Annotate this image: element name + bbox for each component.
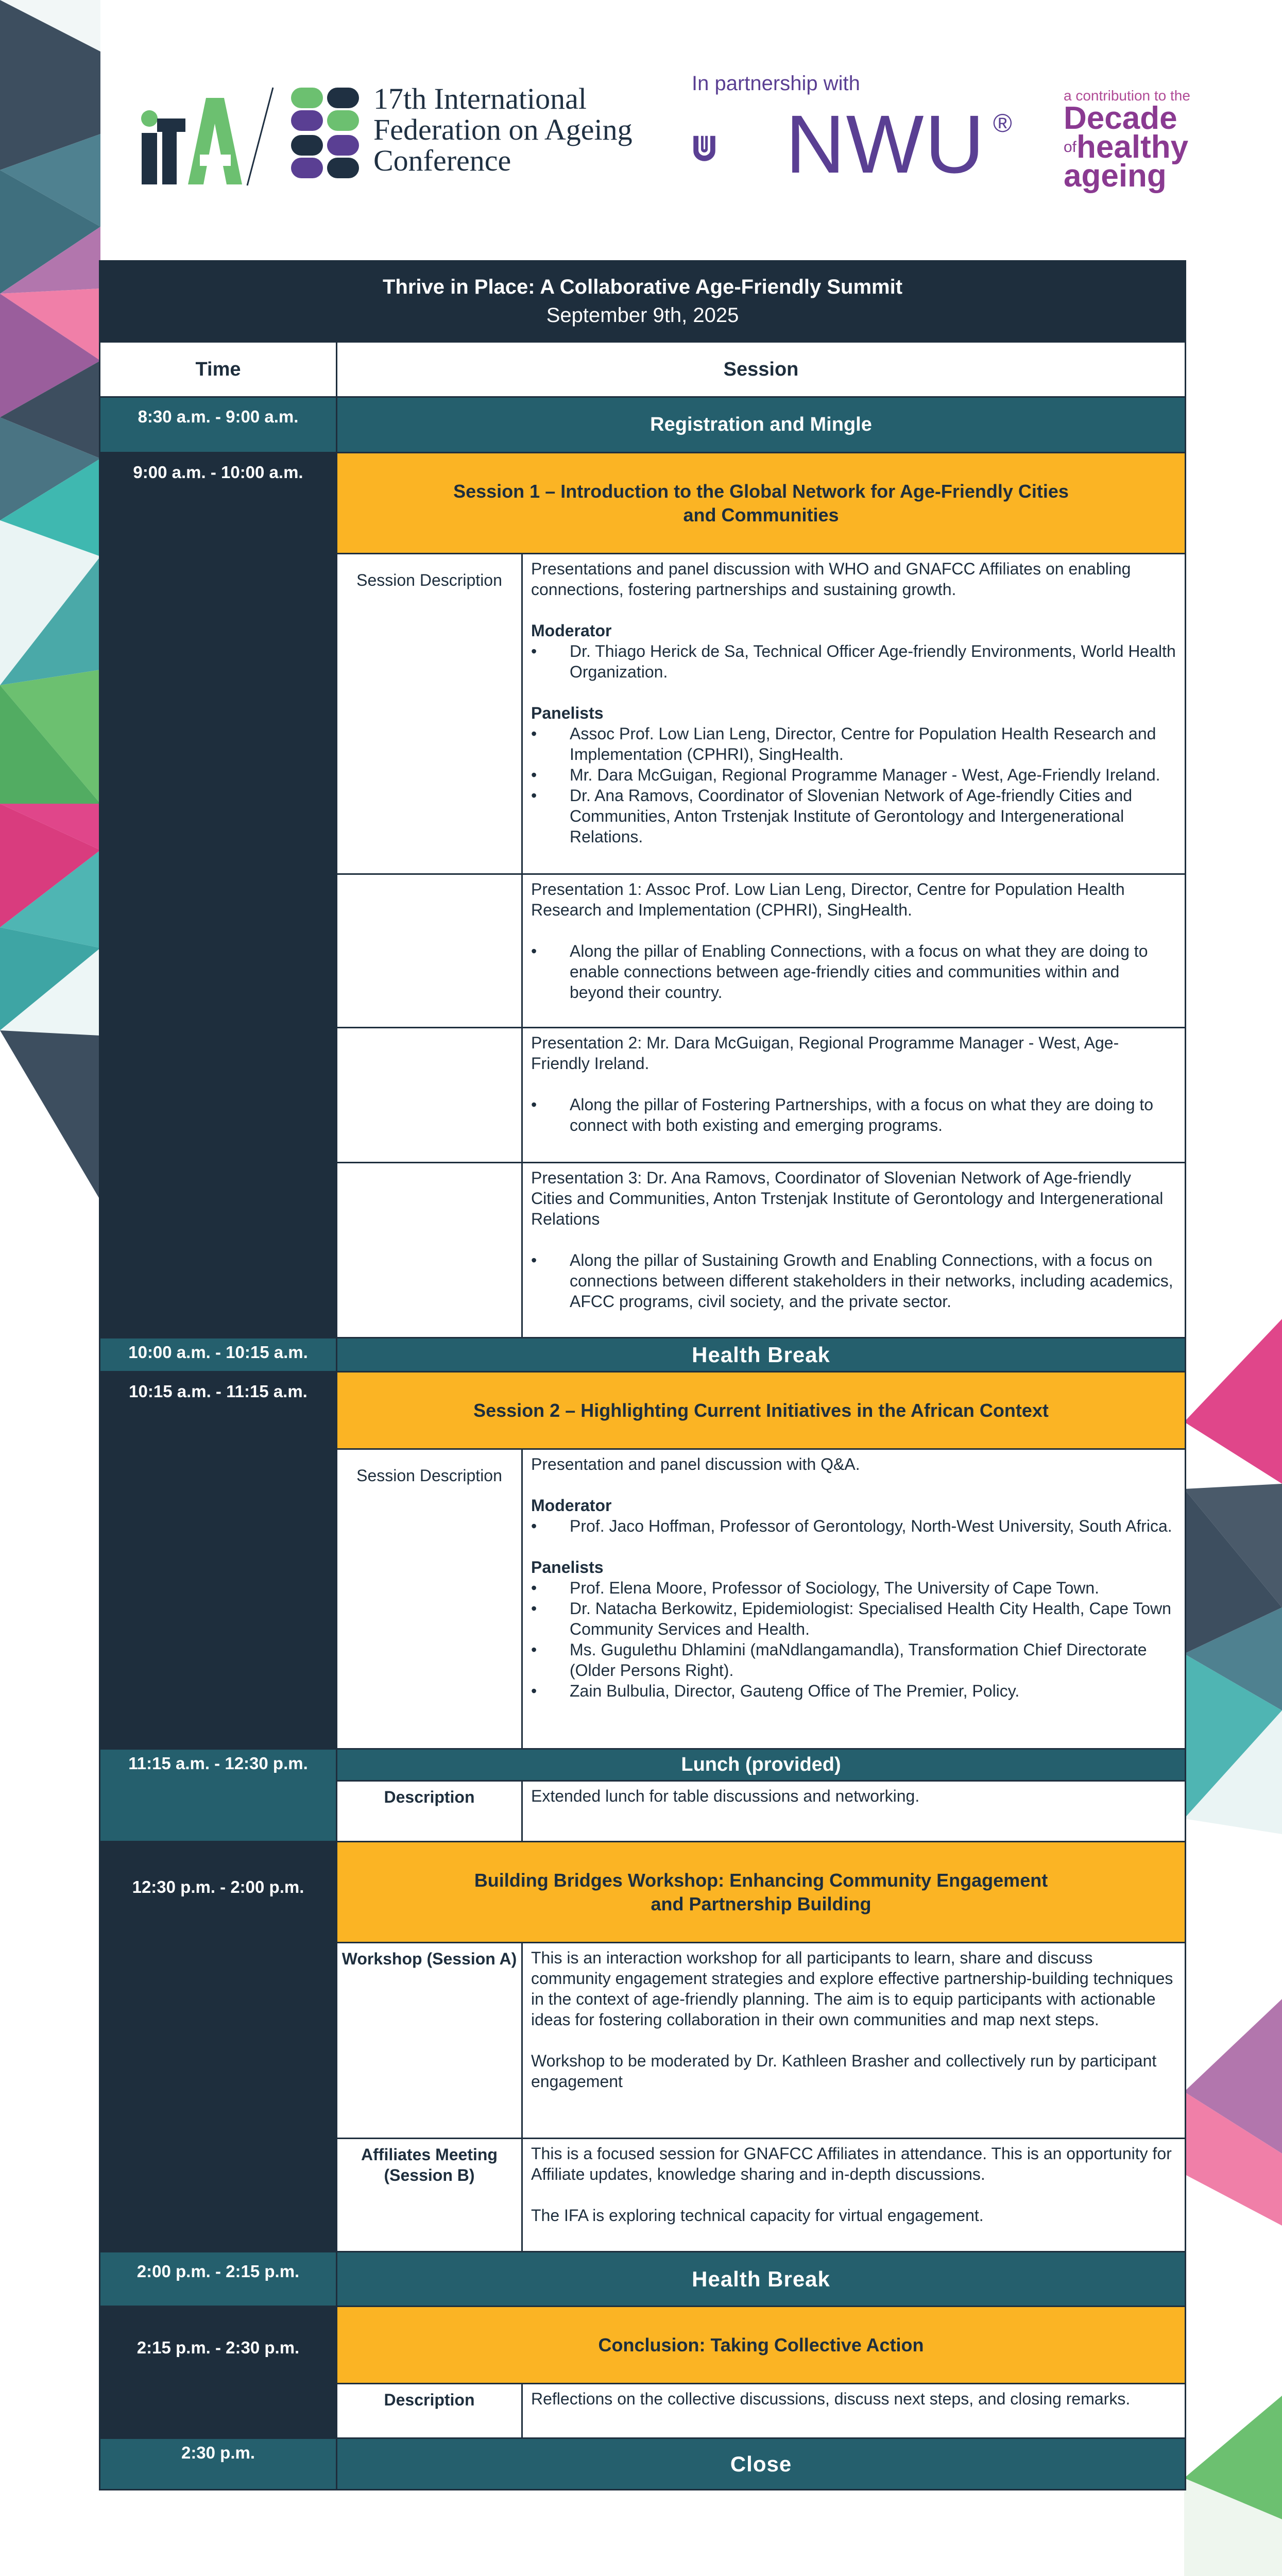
session2-title: Session 2 – Highlighting Current Initiatives in the African Context xyxy=(337,1372,1186,1449)
conclusion-title: Conclusion: Taking Collective Action xyxy=(337,2307,1186,2384)
panelist-item: • Dr. Ana Ramovs, Coordinator of Slovenian Network of Age-friendly Cities and Communities, Anton Trstenjak Institute of Gerontology and Intergenerational Relations. xyxy=(531,785,1176,847)
time-cell: 10:15 a.m. - 11:15 a.m. xyxy=(100,1372,337,1749)
schedule-title: Thrive in Place: A Collaborative Age-Friendly Summit xyxy=(382,276,903,298)
panelists-list xyxy=(531,723,1176,847)
registered-mark: ® xyxy=(993,109,1012,138)
workshop-session-a-description xyxy=(522,1943,1186,2139)
conference-title-line: Federation on Ageing xyxy=(373,113,633,146)
moderator-list xyxy=(531,1516,1176,1536)
schedule-title-cell xyxy=(100,261,1186,342)
workshop-title-line: Building Bridges Workshop: Enhancing Community Engagement xyxy=(474,1869,1048,1891)
decade-line-3: ageing xyxy=(1064,158,1167,194)
decorative-right-triangles xyxy=(1184,1319,1282,2576)
decade-line-1: Decade xyxy=(1064,100,1177,136)
presentation-3 xyxy=(522,1163,1186,1338)
schedule-row-lunch xyxy=(100,1749,1186,1781)
session1-intro: Presentations and panel discussion with WHO and GNAFCC Affiliates on enabling connections, fostering partnerships and sustaining growth. xyxy=(531,560,1131,599)
presentation-bullet: • Along the pillar of Enabling Connections, with a focus on what they are doing to enable connections between age-friendly cities and communities within and beyond their country. xyxy=(531,941,1176,1003)
schedule-title-row xyxy=(100,261,1186,342)
logo-divider xyxy=(245,85,276,188)
col-session-header: Session xyxy=(337,342,1186,397)
label-line: Session xyxy=(356,1466,415,1485)
session2-intro: Presentation and panel discussion with Q&A. xyxy=(531,1455,860,1473)
session1-description xyxy=(522,554,1186,874)
health-break-label: Health Break xyxy=(337,1338,1186,1372)
description-label: Description xyxy=(337,1781,522,1842)
time-cell: 9:00 a.m. - 10:00 a.m. xyxy=(100,453,337,1338)
workshop-title xyxy=(337,1842,1186,1943)
decade-healthy-ageing-logo xyxy=(1064,88,1190,194)
time-cell: 2:15 p.m. - 2:30 p.m. xyxy=(100,2307,337,2438)
panelist-item: • Zain Bulbulia, Director, Gauteng Office of The Premier, Policy. xyxy=(531,1681,1176,1701)
workshop-session-a-label xyxy=(337,1943,522,2139)
affiliates-meeting-label xyxy=(337,2139,522,2252)
time-cell: 12:30 p.m. - 2:00 p.m. xyxy=(100,1842,337,2252)
panelist-item: • Mr. Dara McGuigan, Regional Programme Manager - West, Age-Friendly Ireland. xyxy=(531,765,1176,785)
session1-title-row xyxy=(100,453,1186,554)
decade-small-text: a contribution to the xyxy=(1064,88,1190,104)
session1-title-line: and Communities xyxy=(683,504,839,526)
close-label: Close xyxy=(337,2438,1186,2490)
session1-title-line: Session 1 – Introduction to the Global Network for Age-Friendly Cities xyxy=(453,480,1069,502)
time-cell: 2:00 p.m. - 2:15 p.m. xyxy=(100,2252,337,2307)
conference-title-line: 17th International xyxy=(373,82,587,115)
panelists-heading: Panelists xyxy=(531,1558,604,1577)
nwu-emblem-icon xyxy=(692,103,779,191)
moderator-heading: Moderator xyxy=(531,1496,612,1515)
session1-title xyxy=(337,453,1186,554)
presentation-heading: Presentation 2: Mr. Dara McGuigan, Regional Programme Manager - West, Age-Friendly Ireland. xyxy=(531,1033,1119,1073)
paragraph: Workshop to be moderated by Dr. Kathleen Brasher and collectively run by participant engagement xyxy=(531,2052,1157,2091)
schedule-row-health-break xyxy=(100,2252,1186,2307)
time-cell: 10:00 a.m. - 10:15 a.m. xyxy=(100,1338,337,1372)
session2-description xyxy=(522,1449,1186,1749)
presentation-2 xyxy=(522,1028,1186,1163)
paragraph: This is a focused session for GNAFCC Affiliates in attendance. This is an opportunity for Affiliate updates, knowledge sharing and in-depth discussions. xyxy=(531,2144,1172,2183)
partner-label: In partnership with xyxy=(692,72,860,95)
conference-title xyxy=(373,83,633,176)
session-description-label xyxy=(337,1449,522,1749)
label-line: Description xyxy=(419,571,502,589)
session2-title-row xyxy=(100,1372,1186,1449)
description-label: Description xyxy=(337,2384,522,2438)
moderator-list xyxy=(531,641,1176,682)
panelists-list xyxy=(531,1578,1176,1701)
session-description-label xyxy=(337,554,522,874)
decade-line-2: healthy xyxy=(1076,129,1189,165)
label-line: (Session A) xyxy=(426,1950,517,1968)
schedule-row-registration xyxy=(100,397,1186,453)
empty-label-cell xyxy=(337,1028,522,1163)
registration-label: Registration and Mingle xyxy=(337,397,1186,453)
panelist-item: • Prof. Elena Moore, Professor of Sociology, The University of Cape Town. xyxy=(531,1578,1176,1598)
schedule-row-health-break xyxy=(100,1338,1186,1372)
moderator-item: • Dr. Thiago Herick de Sa, Technical Officer Age-friendly Environments, World Health Organization. xyxy=(531,641,1176,682)
schedule-row-close xyxy=(100,2438,1186,2490)
moderator-item: • Prof. Jaco Hoffman, Professor of Gerontology, North-West University, South Africa. xyxy=(531,1516,1176,1536)
conference-title-line: Conference xyxy=(373,144,511,177)
label-line: Session xyxy=(356,571,415,589)
panelist-item: • Dr. Natacha Berkowitz, Epidemiologist: Specialised Health City Health, Cape Town Community Services and Health. xyxy=(531,1598,1176,1639)
label-line: Workshop xyxy=(341,1950,422,1968)
workshop-title-row xyxy=(100,1842,1186,1943)
presentation-heading: Presentation 1: Assoc Prof. Low Lian Leng, Director, Centre for Population Health Research and Implementation (CPHRI), SingHealth. xyxy=(531,880,1125,919)
lunch-label: Lunch (provided) xyxy=(337,1749,1186,1781)
schedule-date: September 9th, 2025 xyxy=(546,304,739,327)
presentation-1 xyxy=(522,874,1186,1028)
presentation-bullet: • Along the pillar of Sustaining Growth and Enabling Connections, with a focus on connections between different stakeholders in their networks, including academics, AFCC programs, civil society, and the private sector. xyxy=(531,1250,1176,1312)
panelist-item: • Ms. Gugulethu Dhlamini (maNdlangamandla), Transformation Chief Directorate (Older Persons Right). xyxy=(531,1639,1176,1681)
panelist-item: • Assoc Prof. Low Lian Leng, Director, Centre for Population Health Research and Implementation (CPHRI), SingHealth. xyxy=(531,723,1176,765)
health-break-label: Health Break xyxy=(337,2252,1186,2307)
presentation-heading: Presentation 3: Dr. Ana Ramovs, Coordinator of Slovenian Network of Age-friendly Cities and Communities, Anton Trstenjak Institute of Gerontology and Intergenerational Relations xyxy=(531,1168,1164,1228)
time-cell: 2:30 p.m. xyxy=(100,2438,337,2490)
decorative-left-triangles xyxy=(0,0,100,1200)
logo-2025 xyxy=(291,88,363,180)
col-time-header: Time xyxy=(100,342,337,397)
label-line: (Session B) xyxy=(384,2166,475,2184)
affiliates-meeting-description xyxy=(522,2139,1186,2252)
workshop-title-line: and Partnership Building xyxy=(651,1893,871,1914)
paragraph: This is an interaction workshop for all participants to learn, share and discuss community engagement strategies and explore effective partnership-building techniques in the context of age-friendly planning. The aim is to equip participants with actionable ideas for fostering collaboration in their own communities and map next steps. xyxy=(531,1948,1173,2029)
presentation-bullet: • Along the pillar of Fostering Partnerships, with a focus on what they are doing to connect with both existing and emerging programs. xyxy=(531,1094,1176,1136)
moderator-heading: Moderator xyxy=(531,621,612,640)
empty-label-cell xyxy=(337,874,522,1028)
ifa-logo xyxy=(134,88,242,185)
label-line: Meeting xyxy=(435,2145,498,2164)
paragraph: The IFA is exploring technical capacity for virtual engagement. xyxy=(531,2206,984,2225)
time-cell: 8:30 a.m. - 9:00 a.m. xyxy=(100,397,337,453)
empty-label-cell xyxy=(337,1163,522,1338)
decade-of: of xyxy=(1064,139,1077,156)
schedule-table xyxy=(99,260,1186,2490)
conclusion-description: Reflections on the collective discussions, discuss next steps, and closing remarks. xyxy=(522,2384,1186,2438)
schedule-header-row xyxy=(100,342,1186,397)
nwu-wordmark: NWU xyxy=(785,98,986,190)
lunch-description: Extended lunch for table discussions and networking. xyxy=(522,1781,1186,1842)
panelists-heading: Panelists xyxy=(531,704,604,722)
conference-header xyxy=(134,72,1226,194)
time-cell: 11:15 a.m. - 12:30 p.m. xyxy=(100,1749,337,1842)
label-line: Affiliates xyxy=(361,2145,431,2164)
conclusion-title-row xyxy=(100,2307,1186,2384)
label-line: Description xyxy=(419,1466,502,1485)
